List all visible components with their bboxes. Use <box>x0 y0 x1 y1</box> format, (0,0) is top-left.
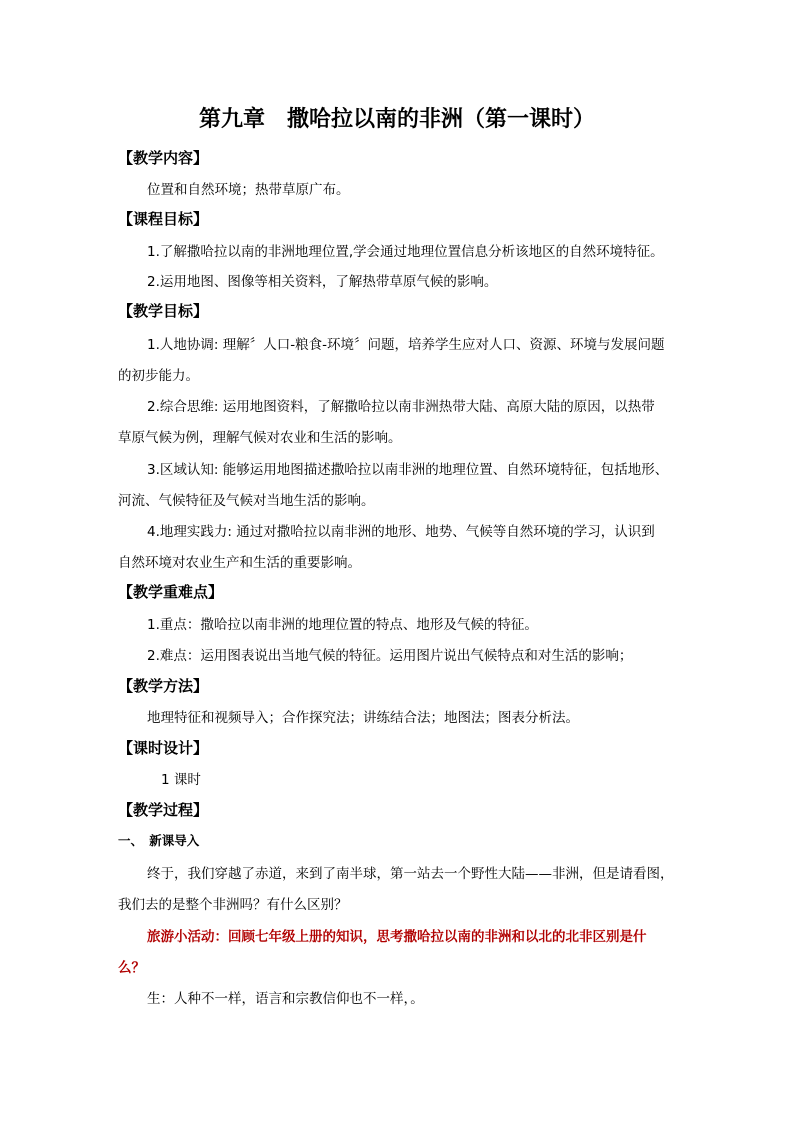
page-title: 第九章 撒哈拉以南的非洲（第一课时） <box>198 107 595 132</box>
teaching-goal-1-line2: 的初步能力。 <box>118 368 199 384</box>
methods-text: 地理特征和视频导入；合作探究法；讲练结合法；地图法；图表分析法。 <box>147 710 579 726</box>
process-para1-line1: 终于，我们穿越了赤道，来到了南半球，第一站去一个野性大陆——非洲，但是请看图， <box>147 866 674 882</box>
student-answer: 生：人种不一样，语言和宗教信仰也不一样，。 <box>147 991 424 1007</box>
activity-line2: 么？ <box>118 960 145 976</box>
lesson-design-text: 1 课时 <box>161 772 201 788</box>
activity-line1: 旅游小活动：回顾七年级上册的知识，思考撒哈拉以南的非洲和以北的北非区别是什 <box>147 929 647 945</box>
teaching-goal-3-line2: 河流、气候特征及气候对当地生活的影响。 <box>118 493 375 509</box>
key-point-2: 2.难点：运用图表说出当地气候的特征。运用图片说出气候特点和对生活的影响； <box>147 648 633 664</box>
heading-key-points: 【教学重难点】 <box>118 583 224 601</box>
teaching-goal-3-line1: 3.区域认知: 能够运用地图描述撒哈拉以南非洲的地理位置、自然环境特征，包括地形、 <box>147 462 669 478</box>
teaching-goal-4-line1: 4.地理实践力: 通过对撒哈拉以南非洲的地形、地势、气候等自然环境的学习，认识到 <box>147 524 655 540</box>
key-point-1: 1.重点：撒哈拉以南非洲的地理位置的特点、地形及气候的特征。 <box>147 617 538 633</box>
teaching-goal-1-line1: 1.人地协调: 理解〞人口-粮食-环境〞问题，培养学生应对人口、资源、环境与发展问题 <box>147 337 665 353</box>
process-subheading: 一、 新课导入 <box>118 833 200 848</box>
content-text: 位置和自然环境；热带草原广布。 <box>147 182 350 198</box>
teaching-goal-4-line2: 自然环境对农业生产和生活的重要影响。 <box>118 555 361 571</box>
process-para1-line2: 我们去的是整个非洲吗？有什么区别？ <box>118 897 348 913</box>
heading-course-goals: 【课程目标】 <box>118 210 209 228</box>
heading-teaching-goals: 【教学目标】 <box>118 302 209 320</box>
heading-content: 【教学内容】 <box>118 149 209 167</box>
course-goal-2: 2.运用地图、图像等相关资料，了解热带草原气候的影响。 <box>147 274 498 290</box>
teaching-goal-2-line2: 草原气候为例，理解气候对农业和生活的影响。 <box>118 430 402 446</box>
heading-lesson-design: 【课时设计】 <box>118 739 209 757</box>
course-goal-1: 1.了解撒哈拉以南的非洲地理位置,学会通过地理位置信息分析该地区的自然环境特征。 <box>147 244 664 260</box>
heading-process: 【教学过程】 <box>118 801 209 819</box>
heading-methods: 【教学方法】 <box>118 677 209 695</box>
teaching-goal-2-line1: 2.综合思维: 运用地图资料，了解撒哈拉以南非洲热带大陆、高原大陆的原因，以热带 <box>147 399 655 415</box>
